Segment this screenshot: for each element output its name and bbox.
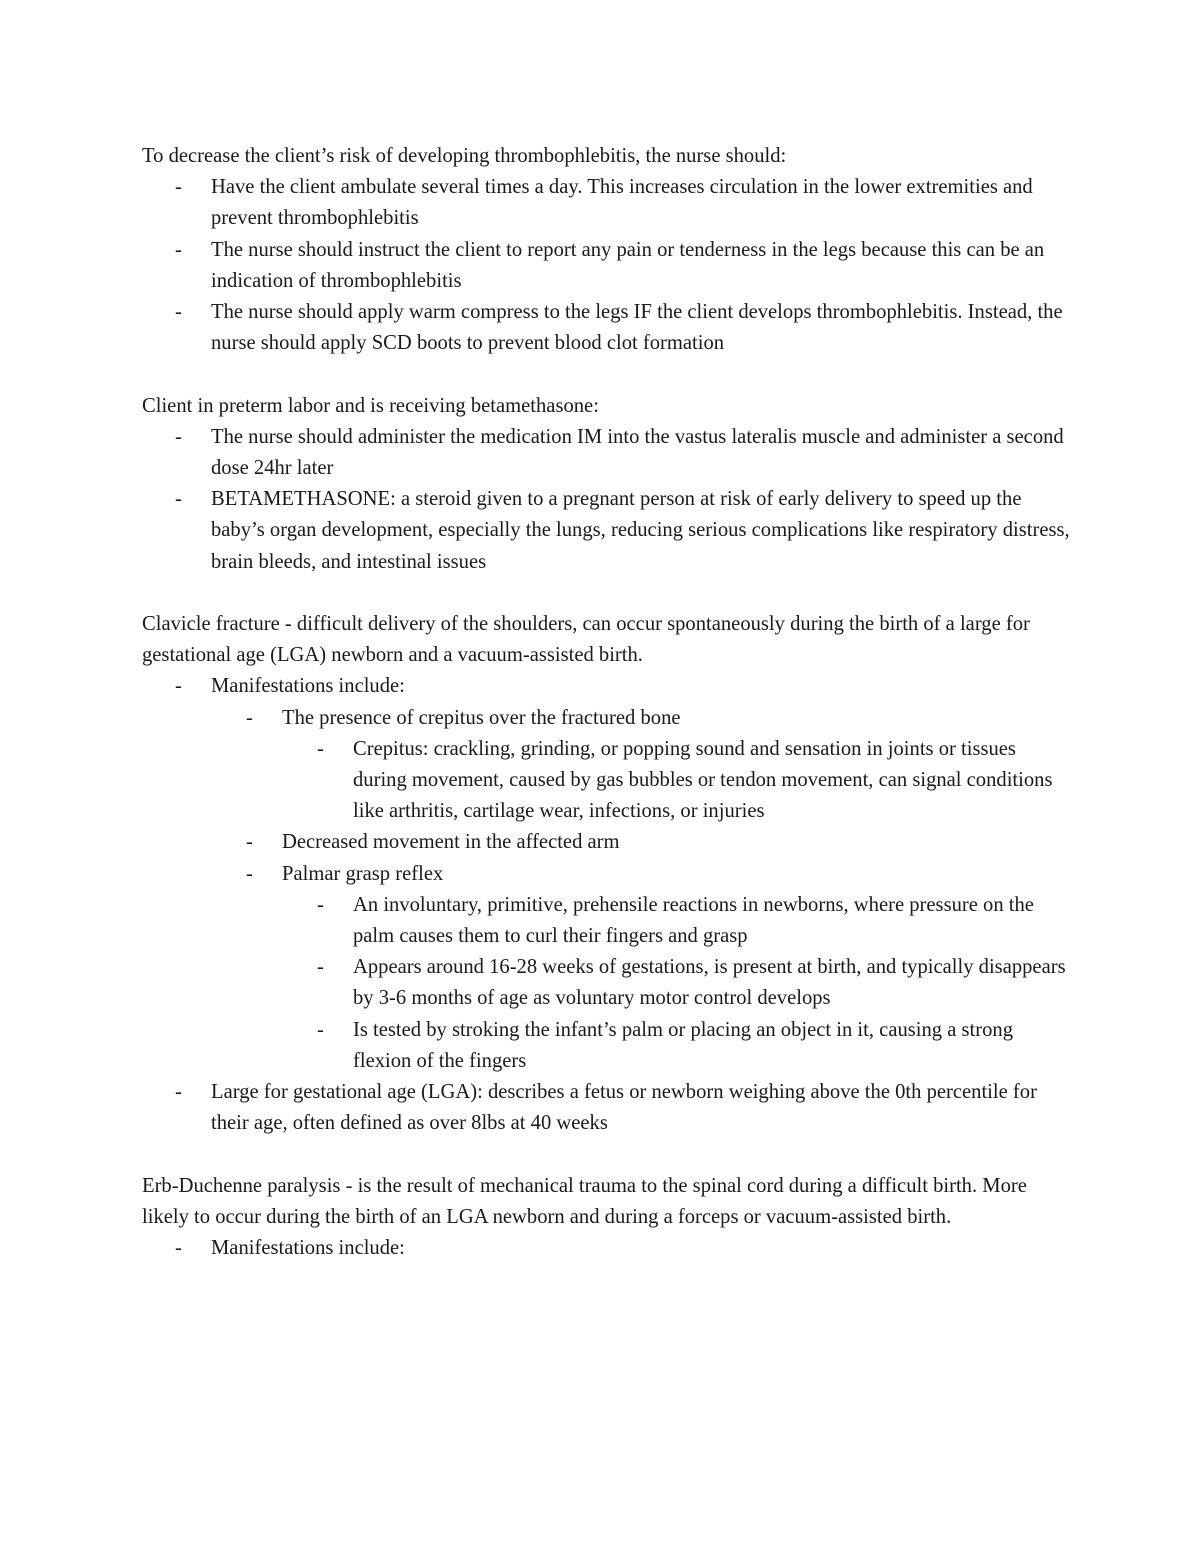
list-item-text: Decreased movement in the affected arm (282, 831, 620, 854)
list-item-text: Appears around 16-28 weeks of gestations, is present at birth, and typically disappears by 3-6 months of age as voluntary motor control develops (353, 956, 1066, 1010)
section-erb-duchenne (142, 1171, 1072, 1265)
list-item (142, 671, 1072, 702)
section-heading: Client in preterm labor and is receiving betamethasone: (142, 394, 599, 417)
list-item (142, 1015, 1072, 1077)
document-body (142, 141, 1072, 1295)
list-item-text: Have the client ambulate several times a day. This increases circulation in the lower extremities and prevent thrombophlebitis (211, 176, 1033, 230)
list-item (142, 703, 1072, 734)
list-item-text: The presence of crepitus over the fractured bone (282, 706, 681, 729)
list-item (142, 172, 1072, 234)
bullet-dash: - (175, 488, 182, 511)
bullet-dash: - (317, 737, 324, 760)
bullet-dash: - (175, 425, 182, 448)
list-item (142, 827, 1072, 858)
bullet-dash: - (175, 1081, 182, 1104)
list-item (142, 484, 1072, 578)
list-item-text: BETAMETHASONE: a steroid given to a pregnant person at risk of early delivery to speed up the baby’s organ development, especially the lungs, reducing serious complications like respiratory distress, brain bleeds, and intestinal issues (211, 488, 1070, 573)
section-clavicle-fracture (142, 609, 1072, 1139)
list-item-text: Large for gestational age (LGA): describes a fetus or newborn weighing above the 0th percentile for their age, often defined as over 8lbs at 40 weeks (211, 1081, 1037, 1135)
list-item-text: The nurse should instruct the client to report any pain or tenderness in the legs because this can be an indication of thrombophlebitis (211, 238, 1045, 292)
list-item (142, 859, 1072, 890)
bullet-dash: - (175, 675, 182, 698)
list-item-text: Is tested by stroking the infant’s palm or placing an object in it, causing a strong flexion of the fingers (353, 1018, 1014, 1072)
bullet-dash: - (246, 862, 253, 885)
list-item-text: The nurse should administer the medication IM into the vastus lateralis muscle and administer a second dose 24hr later (211, 425, 1064, 480)
bullet-dash: - (246, 831, 253, 854)
list-item (142, 297, 1072, 359)
bullet-dash: - (175, 1237, 182, 1260)
section-thrombophlebitis (142, 141, 1072, 359)
list-item (142, 422, 1072, 484)
list-item (142, 1077, 1072, 1139)
list-item (142, 890, 1072, 952)
list-item (142, 235, 1072, 297)
list-item-text: The nurse should apply warm compress to the legs IF the client develops thrombophlebitis. Instead, the nurse should apply SCD boots to prevent blood clot formation (211, 301, 1063, 355)
list-item-text: An involuntary, primitive, prehensile reactions in newborns, where pressure on the palm causes them to curl their fingers and grasp (353, 893, 1034, 948)
section-heading: Erb-Duchenne paralysis - is the result of mechanical trauma to the spinal cord during a difficult birth. More likely to occur during the birth of an LGA newborn and during a forceps or vacuum-assisted birth. (142, 1174, 1027, 1228)
bullet-dash: - (175, 301, 182, 324)
list-item (142, 734, 1072, 828)
list-item-text: Manifestations include: (211, 675, 405, 698)
list-item-text: Manifestations include: (211, 1237, 405, 1260)
bullet-dash: - (175, 176, 182, 199)
list-item (142, 1233, 1072, 1264)
section-heading: To decrease the client’s risk of developing thrombophlebitis, the nurse should: (142, 145, 787, 167)
list-item-text: Palmar grasp reflex (282, 862, 444, 885)
bullet-dash: - (317, 893, 324, 916)
bullet-dash: - (246, 706, 253, 729)
bullet-dash: - (175, 238, 182, 261)
section-heading: Clavicle fracture - difficult delivery of the shoulders, can occur spontaneously during the birth of a large for gestational age (LGA) newborn and a vacuum-assisted birth. (142, 613, 1030, 667)
bullet-dash: - (317, 956, 324, 979)
section-betamethasone (142, 391, 1072, 578)
list-item-text: Crepitus: crackling, grinding, or popping sound and sensation in joints or tissues during movement, caused by gas bubbles or tendon movement, can signal conditions like arthritis, cartilage wear, infections, or injuries (353, 737, 1053, 823)
bullet-dash: - (317, 1018, 324, 1041)
list-item (142, 952, 1072, 1014)
